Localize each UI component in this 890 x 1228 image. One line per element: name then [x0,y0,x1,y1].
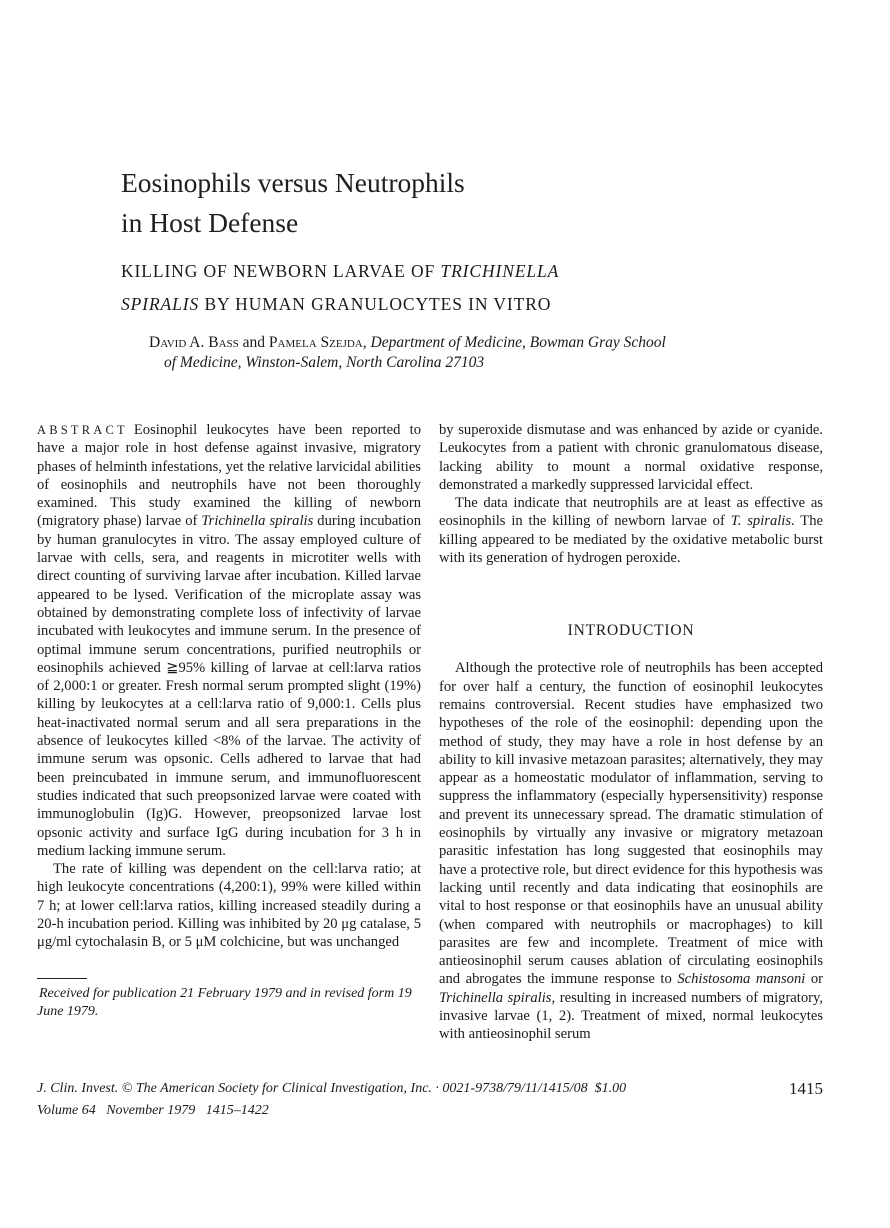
footnote-divider [37,978,87,979]
author-name: Pamela Szejda [268,334,363,351]
article-subtitle [121,255,890,321]
abstract-paragraph [37,421,421,860]
abstract-paragraph [37,860,421,951]
introduction-body [439,659,823,1043]
left-column [37,421,421,1022]
journal-citation [37,1078,626,1122]
italic-text: Trichinella spiralis [201,513,314,530]
affiliation-continued: of Medicine, Winston-Salem, North Carolina 27103 [164,354,485,371]
text-segment: . The killing appeared to be mediated by the oxidative metabolic burst with its generation of hydrogen peroxide. [439,513,823,567]
author-conjunction: and [238,334,269,351]
affiliation: , Department of Medicine, Bowman Gray School [362,334,666,351]
author-name: David A. Bass [149,334,239,351]
text-segment: Eosinophil leukocytes have been reported to have a major role in host defense against invasive, migratory phases of helminth infestations, yet the relative larvicidal abilities of eosinophils and neutrophils have not been thoroughly examined. This study examined the killing of newborn (migratory phase) larvae of [37,422,421,530]
italic-text: Schistosoma mansoni [677,971,806,988]
text-segment: by superoxide dismutase and was enhanced by azide or cyanide. Leukocytes from a patient with chronic granulomatous disease, lacking ability to mount a normal oxidative response, demonstrated a markedly suppressed larvicidal effect. [439,422,823,493]
received-footnote: Received for publication 21 February 1979 and in revised form 19 June 1979. [37,985,412,1020]
two-column-body [37,421,890,1044]
abstract-left-column [37,421,421,952]
paragraph-text [37,422,421,859]
abstract-paragraph [439,421,823,494]
italic-text: SPIRALIS [121,294,200,314]
introduction-paragraph [439,659,823,1043]
journal-line: J. Clin. Invest. © The American Society for Clinical Investigation, Inc. · 0021-9738/79/11/1415/08 $1.00 [37,1080,627,1096]
page-footer [37,1078,823,1122]
page-number: 1415 [789,1078,823,1098]
text-segment: during incubation by human granulocytes in vitro. The assay employed culture of larvae with cells, sera, and reagents in microtiter wells with direct counting of surviving larvae after incubation. Killed larvae appeared to be lysed. Verification of the microplate assay was obtained by demonstrating complete loss of infectivity of larvae incubated with leukocytes and immune serum. In the presence of optimal immune serum concentrations, purified neutrophils or eosinophils achieved ≧95% killing of larvae at cell:larva ratios of 2,000:1 or greater. Fresh normal serum prompted slight (19%) killing by leukocytes at a cell:larva ratio of 9,000:1. Cells plus heat-inactivated normal serum and all sera preparations in the absence of leukocytes killed <8% of the larvae. The activity of immune serum was opsonic. Cells adhered to larvae that had been preincubated in immune serum, and immunofluorescent studies indicated that such preopsonized larvae were coated with immunoglobulin (Ig)G. However, preopsonized larvae lost opsonic activity and surface IgG during incubation for 3 h in medium lacking immune serum. [37,513,421,859]
text-segment: , resulting in increased numbers of migratory, invasive larvae (1, 2). Treatment of mixed, normal leukocytes with antieosinophil serum [439,989,823,1043]
italic-text: TRICHINELLA [440,261,560,281]
text-segment: KILLING OF NEWBORN LARVAE OF [121,261,441,281]
author-block [149,333,849,373]
volume-line: Volume 64 November 1979 1415–1422 [37,1102,269,1118]
article-header [121,163,890,373]
text-segment: or [805,971,824,988]
italic-text: T. spiralis [730,513,792,530]
text-segment: BY HUMAN GRANULOCYTES IN VITRO [199,294,552,314]
abstract-right-column [439,421,823,567]
abstract-paragraph [439,494,823,567]
subtitle-line-2 [121,288,890,321]
italic-text: Trichinella spiralis [439,989,552,1006]
title-line-2: in Host Defense [121,207,299,238]
abstract-label: ABSTRACT [37,423,128,437]
text-segment: The data indicate that neutrophils are at least as effective as eosinophils in the killing of newborn larvae of [439,495,823,530]
text-segment: Although the protective role of neutrophils has been accepted for over half a century, the function of eosinophil leukocytes remains controversial. Recent studies have emphasized two hypotheses of the role of the eosinophil: depending upon the method of study, they may have a role in host defense by an ability to kill invasive metazoan parasites; alternatively, they may appear as a homeostatic modulator of inflammation, serving to suppress the inflammatory (especially hypersensitivity) response and prevent its unnecessary spread. The dramatic stimulation of eosinophils by virtually any invasive or migratory metazoan parasitic infestation has long suggested that eosinophils may have a protective role, but direct evidence for this hypothesis was lacking until recently and data indicating that eosinophils are vital to host response or that eosinophils have an unusual ability (when compared with neutrophils or macrophages) to kill parasites are few and incomplete. Treatment of mice with antieosinophil serum causes ablation of circulating eosinophils and abrogates the immune response to [439,660,823,988]
article-title [121,163,890,243]
subtitle-line-1 [121,255,890,288]
section-heading-introduction: INTRODUCTION [567,622,695,640]
title-line-1: Eosinophils versus Neutrophils [121,167,465,198]
text-segment: The rate of killing was dependent on the cell:larva ratio; at high leukocyte concentrations (4,200:1), 99% were killed within 7 h; at lower cell:larva ratios, killing increased steadily during a 20-h incubation period. Killing was inhibited by 20 μg catalase, 5 μg/ml cytochalasin B, or 5 μM colchicine, but was unchanged [37,861,421,951]
right-column [439,421,823,1044]
